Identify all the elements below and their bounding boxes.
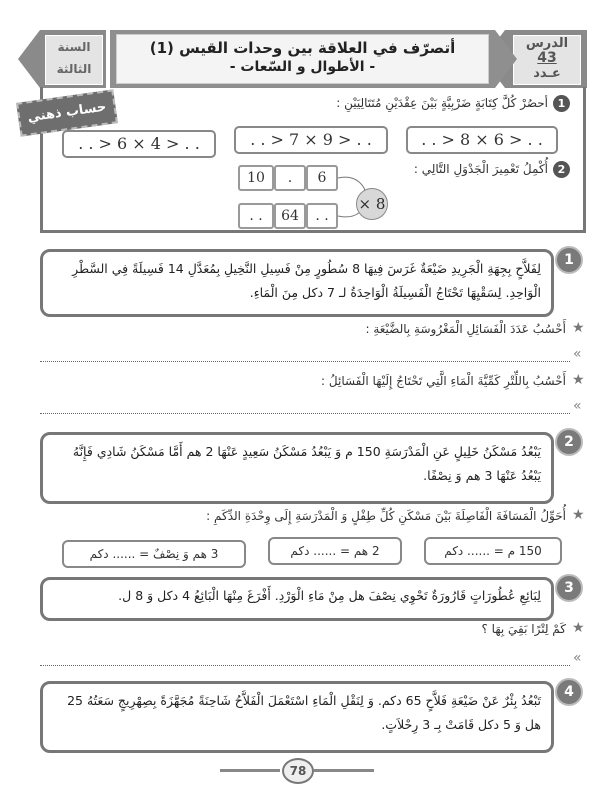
page-title: أتصرّف في العلاقة بين وحدات القيس (1) xyxy=(149,39,456,57)
table-cell-top-3[interactable]: 10 xyxy=(238,165,274,191)
problem-1-number: 1 xyxy=(555,246,583,274)
lesson-number: 43 xyxy=(537,50,557,66)
answer-line[interactable] xyxy=(40,664,570,666)
problem-3-number: 3 xyxy=(555,574,583,602)
star-icon: ★ xyxy=(572,372,585,388)
table-cell-top-2[interactable]: . xyxy=(274,165,306,191)
lesson-label: الدرس xyxy=(525,36,569,51)
conversion-box-2[interactable]: 2 هم = ...... دكم xyxy=(268,537,402,565)
mental-math-label: حساب ذهني xyxy=(16,89,118,136)
answer-line[interactable] xyxy=(40,412,570,414)
grade-line-2: الثالثة xyxy=(56,62,92,76)
multiply-operator: × 8 xyxy=(356,188,388,220)
table-cell-bottom-1[interactable]: . . xyxy=(306,203,338,229)
answer-marker-icon: « xyxy=(573,398,582,414)
problem-4-number: 4 xyxy=(555,678,583,706)
title-banner xyxy=(110,30,495,88)
bracket-box-2[interactable]: . . > 7 × 9 > . . xyxy=(234,126,388,154)
star-icon: ★ xyxy=(572,620,585,636)
table-cell-bottom-3[interactable]: . . xyxy=(238,203,274,229)
problem-1-question-2: أَحْسُبُ بِاللِّتْرِ كَمِّيَّةَ الْمَاءِ الَّتِي تَحْتَاجُ إِلَيْهَا الْفَسَائِلُ : xyxy=(321,374,566,388)
problem-1-question-1: أَحْسُبُ عَدَدَ الْفَسَائِلِ الْمَغْرُوسَةِ بِالضَّيْعَةِ : xyxy=(365,322,566,336)
problem-3-question: كَمْ لِتْرًا بَقِيَ بِهَا ؟ xyxy=(481,622,566,636)
conversion-box-1[interactable]: 150 م = ...... دكم xyxy=(424,537,562,565)
lesson-suffix: عـدد xyxy=(533,66,561,81)
lesson-tag xyxy=(505,30,587,88)
problem-2-number: 2 xyxy=(555,428,583,456)
answer-marker-icon: « xyxy=(573,650,582,666)
table-cell-top-1[interactable]: 6 xyxy=(306,165,338,191)
problem-3-statement: لِبَائِعِ عُطُورَاتٍ قَارُورَةٌ تَحْوِي نِصْفَ هل مِنْ مَاءِ الْوَرْدِ. أَفْرَغَ مِنْهَا الْبَائِعُ 4 دكل وَ 8 ل. xyxy=(40,577,554,621)
problem-2-statement: يَبْعُدُ مَسْكَنُ خَلِيلٍ عَنِ الْمَدْرَسَةِ 150 م وَ يَبْعُدُ مَسْكَنُ سَعِيدٍ عَنْهَا 2 هم أَمَّا مَسْكَنُ شَادِي فَإِنَّهُ يَبْعُدُ عَنْهَا 3 هم وَ نِصْفًا. xyxy=(40,432,554,504)
answer-marker-icon: « xyxy=(573,346,582,362)
answer-line[interactable] xyxy=(40,360,570,362)
question-2-number: 2 xyxy=(553,161,570,178)
problem-4-statement: تَبْعُدُ بِئْرٌ عَنْ ضَيْعَةِ فَلاَّحٍ 65 دكم. وَ لِنَقْلِ الْمَاءِ اسْتَعْمَلَ الْفَلاَّحُ شَاحِنَةً مُجَهَّزَةً بِصِهْرِيجٍ سَعَتُهُ 25 هل وَ 5 دكل قَامَتْ بِـ 3 رِحْلاَتٍ. xyxy=(40,681,554,753)
question-1-number: 1 xyxy=(553,95,570,112)
grade-line-1: السنة xyxy=(57,40,91,54)
question-1-text: أحصُرْ كُلَّ كِتَابَةٍ ضَرْبِيَّةٍ بَيْنَ عِقْدَيْنِ مُتَتَالِيَيْنِ : xyxy=(336,96,548,110)
grade-tag xyxy=(40,30,106,88)
footer-line-left xyxy=(220,769,280,772)
table-cell-bottom-2[interactable]: 64 xyxy=(274,203,306,229)
star-icon: ★ xyxy=(572,320,585,336)
page-subtitle: - الأطوال و السّعات - xyxy=(229,59,376,75)
conversion-box-3[interactable]: 3 هم وَ نِصْفٌ = ...... دكم xyxy=(62,540,246,568)
star-icon: ★ xyxy=(572,507,585,523)
question-2-text: أُكْمِلُ تَعْمِيرَ الْجَدْوَلِ التَّالِي : xyxy=(413,162,548,176)
bracket-box-1[interactable]: . . > 8 × 6 > . . xyxy=(406,126,558,154)
problem-2-question: أُحَوِّلُ الْمَسَافَةَ الْفَاصِلَةَ بَيْنَ مَسْكَنِ كُلِّ طِفْلٍ وَ الْمَدْرَسَةِ إِلَى وِحْدَةِ الدِّكَمِ : xyxy=(206,509,566,523)
problem-1-statement: لِفَلاَّحٍ بِجِهَةِ الْجَرِيدِ ضَيْعَةٌ غَرَسَ فِيهَا 8 سُطُورٍ مِنْ فَسِيلِ النَّخِيلِ بِمُعَدَّلِ 14 فَسِيلَةً فِي السَّطْرِ الْوَاحِدِ. لِسَقْيِهَا تَحْتَاجُ الْفَسِيلَةُ الْوَاحِدَةُ لـ 7 دكل مِنَ الْمَاءِ. xyxy=(40,249,554,317)
footer-line-right xyxy=(314,769,374,772)
bracket-box-3[interactable]: . . > 6 × 4 > . . xyxy=(62,130,216,158)
page-number: 78 xyxy=(282,758,314,784)
